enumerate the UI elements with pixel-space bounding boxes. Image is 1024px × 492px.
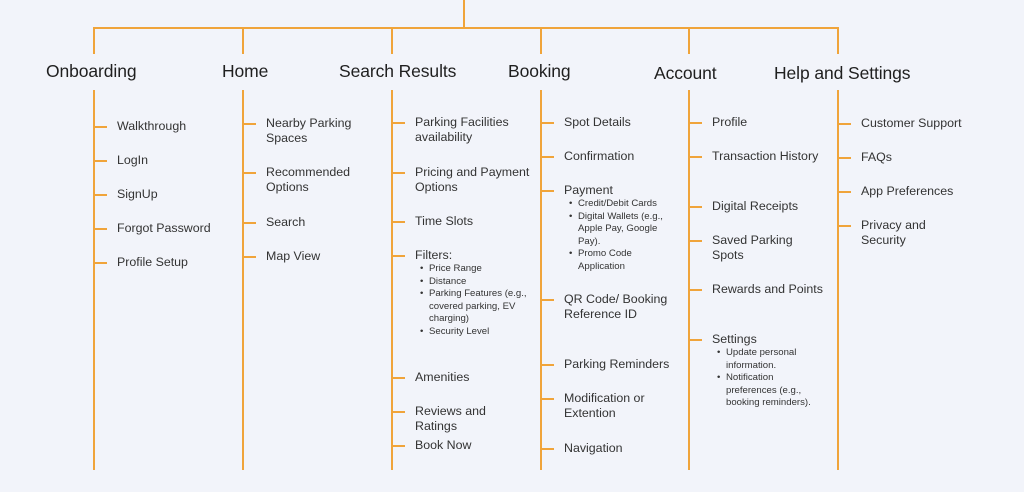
node-item [117,153,227,168]
column-drop-line [688,27,690,54]
node-item [712,199,824,214]
column-drop-line [837,27,839,54]
root-connector [463,0,465,27]
branch-tick [540,299,554,301]
node-label: Reviews and Ratings [415,404,486,433]
column-spine-line [837,90,839,470]
branch-tick [540,398,554,400]
node-label: Profile Setup [117,255,188,269]
node-subitem: • Security Level [429,326,531,339]
node-subitem: • Credit/Debit Cards [578,198,676,211]
node-item [564,292,676,322]
node-label: Saved Parking Spots [712,233,793,262]
branch-tick [688,206,702,208]
node-item [117,255,227,270]
node-item [861,150,971,165]
column-drop-line [391,27,393,54]
node-label: Transaction History [712,149,819,163]
node-sublist [415,263,531,339]
branch-tick [93,194,107,196]
branch-tick [540,156,554,158]
node-label: Navigation [564,441,623,455]
column-drop-line [242,27,244,54]
node-item [564,391,676,421]
node-label: Amenities [415,370,470,384]
node-sublist [712,347,824,410]
node-item [266,215,366,230]
branch-tick [688,339,702,341]
branch-tick [391,445,405,447]
node-item [266,116,366,146]
column-spine-line [242,90,244,470]
branch-tick [837,157,851,159]
node-subitem: • Price Range [429,263,531,276]
node-label: SignUp [117,187,158,201]
branch-tick [837,123,851,125]
branch-tick [837,225,851,227]
branch-tick [242,123,256,125]
node-item [415,165,531,195]
column-header-onboarding: Onboarding [46,61,137,81]
node-item [564,149,676,164]
node-label: Spot Details [564,115,631,129]
node-item [564,357,676,372]
node-label: Search [266,215,306,229]
node-label: QR Code/ Booking Reference ID [564,292,668,321]
node-item [861,218,971,248]
branch-tick [540,448,554,450]
node-item [415,115,531,145]
node-subitem: • Notification preferences (e.g., booking reminders). [726,372,824,410]
branch-bus [93,27,838,29]
column-header-booking: Booking [508,61,571,81]
branch-tick [391,221,405,223]
node-label: Parking Facilities availability [415,115,509,144]
branch-tick [93,126,107,128]
branch-tick [242,256,256,258]
branch-tick [391,411,405,413]
node-label: Recommended Options [266,165,351,194]
column-spine-line [93,90,95,470]
node-item [117,187,227,202]
node-label: Filters: [415,248,453,262]
column-header-help-and-settings: Help and Settings [774,63,911,83]
column-header-search-results: Search Results [339,61,457,81]
column-spine-line [540,90,542,470]
branch-tick [540,364,554,366]
branch-tick [391,122,405,124]
node-label: Profile [712,115,748,129]
column-drop-line [540,27,542,54]
node-item [117,221,227,236]
node-item [564,183,676,274]
node-subitem: • Digital Wallets (e.g., Apple Pay, Google Pay). [578,211,676,249]
node-label: Forgot Password [117,221,211,235]
node-item [712,332,824,410]
branch-tick [391,377,405,379]
node-item [712,149,824,164]
node-subitem: • Update personal information. [726,347,824,372]
node-item [266,165,366,195]
node-item [712,282,824,297]
branch-tick [688,156,702,158]
branch-tick [93,160,107,162]
node-subitem: • Parking Features (e.g., covered parking, EV charging) [429,288,531,326]
node-subitem: • Promo Code Application [578,248,676,273]
node-item [861,184,971,199]
branch-tick [688,289,702,291]
node-label: Customer Support [861,116,962,130]
node-label: Payment [564,183,613,197]
node-item [564,441,676,456]
node-label: Map View [266,249,321,263]
node-item [712,233,824,263]
node-item [861,116,971,131]
node-label: Book Now [415,438,472,452]
node-label: Pricing and Payment Options [415,165,530,194]
node-item [712,115,824,130]
branch-tick [688,122,702,124]
branch-tick [242,222,256,224]
node-sublist [564,198,676,274]
node-label: FAQs [861,150,892,164]
node-subitem: • Distance [429,276,531,289]
node-label: Confirmation [564,149,635,163]
column-drop-line [93,27,95,54]
branch-tick [540,190,554,192]
column-spine-line [391,90,393,470]
node-item [564,115,676,130]
node-item [415,214,531,229]
branch-tick [242,172,256,174]
column-header-account: Account [654,63,717,83]
node-item [415,404,531,434]
branch-tick [837,191,851,193]
node-label: Settings [712,332,757,346]
branch-tick [391,172,405,174]
column-header-home: Home [222,61,269,81]
branch-tick [540,122,554,124]
node-item [415,248,531,339]
branch-tick [391,255,405,257]
node-label: Digital Receipts [712,199,799,213]
branch-tick [688,240,702,242]
node-label: Privacy and Security [861,218,926,247]
node-item [415,370,531,385]
node-item [415,438,531,453]
node-label: Walkthrough [117,119,187,133]
node-label: Time Slots [415,214,474,228]
branch-tick [93,262,107,264]
branch-tick [93,228,107,230]
column-spine-line [688,90,690,470]
node-item [117,119,227,134]
node-label: Modification or Extention [564,391,645,420]
node-label: LogIn [117,153,149,167]
node-label: App Preferences [861,184,954,198]
node-label: Nearby Parking Spaces [266,116,352,145]
node-label: Parking Reminders [564,357,670,371]
node-item [266,249,366,264]
node-label: Rewards and Points [712,282,823,296]
